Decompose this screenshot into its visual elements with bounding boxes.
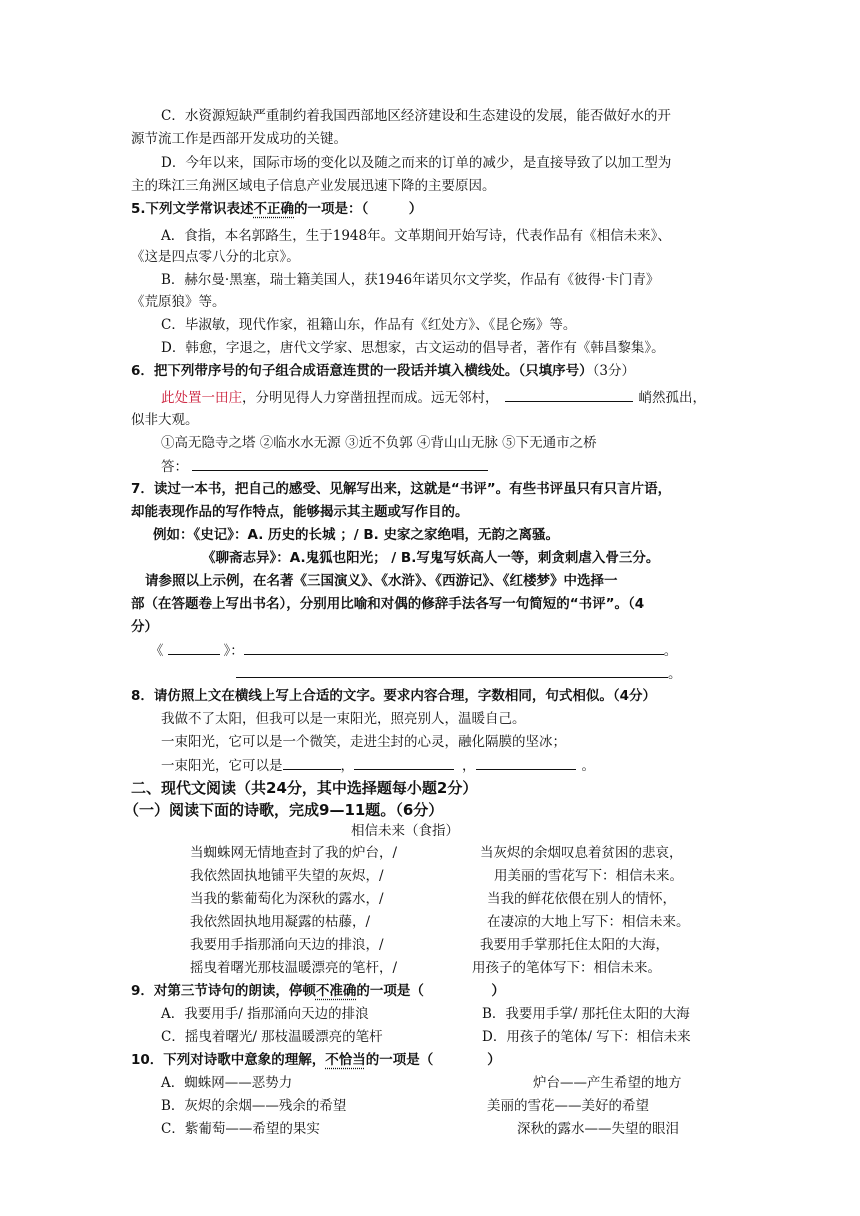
q6-answer-blank[interactable] xyxy=(192,456,488,471)
q7-stem-line2: 却能表现作品的写作特点，能够揭示其主题或写作目的。 xyxy=(131,504,469,520)
q6-paragraph-red: 此处置一田庄 xyxy=(161,390,242,406)
q7-book-open: 《 xyxy=(150,643,164,659)
section2-title: 二、现代文阅读（共24分，其中选择题每小题2分） xyxy=(131,779,478,797)
section2-subtitle: （一）阅读下面的诗歌，完成9—11题。（6分） xyxy=(124,801,444,819)
q5-option-a-line1: A．食指，本名郭路生，生于1948年。文革期间开始写诗，代表作品有《相信未来》、 xyxy=(161,228,671,244)
q4-option-c-line1: C．水资源短缺严重制约着我国西部地区经济建设和生态建设的发展，能否做好水的开 xyxy=(161,108,671,124)
poem-title: 相信未来（食指） xyxy=(351,823,459,839)
q10-option-c-left: C．紫葡萄——希望的果实 xyxy=(161,1121,320,1137)
q6-answer-line xyxy=(161,456,488,477)
q6-score: （3分） xyxy=(592,363,635,379)
q6-answer-label: 答： xyxy=(161,459,188,475)
q9-option-b: B．我要用手掌/ 那托住太阳的大海 xyxy=(482,1006,690,1022)
q9-option-d: D．用孩子的笔体/ 写下：相信未来 xyxy=(482,1029,691,1045)
q10-option-a-left: A．蜘蛛网——恶势力 xyxy=(161,1075,293,1091)
poem-right-5: 我要用手掌那托住太阳的大海， xyxy=(480,937,669,953)
q7-review-blank-1[interactable] xyxy=(244,640,664,655)
q4-option-d-line1: D．今年以来，国际市场的变化以及随之而来的订单的减少，是直接导致了以加工型为 xyxy=(161,155,672,171)
q7-example-2: 《聊斋志异》：A.鬼狐也阳光； / B.写鬼写妖高人一等，刺贪刺虐入骨三分。 xyxy=(202,550,660,566)
poem-right-4: 在凄凉的大地上写下：相信未来。 xyxy=(487,914,690,930)
q10-stem-pre: 10．下列对诗歌中意象的理解， xyxy=(131,1052,326,1068)
q5-stem-emphasis: 不正确 xyxy=(253,201,295,217)
q6-options: ①高无隐寺之塔 ②临水水无源 ③近不负郭 ④背山山无脉 ⑤下无通市之桥 xyxy=(161,435,597,451)
q9-option-a: A．我要用手/ 指那涌向天边的排浪 xyxy=(161,1006,369,1022)
q6-stem xyxy=(131,361,635,381)
q8-line2: 一束阳光，它可以是一个微笑，走进尘封的心灵，融化隔膜的坚冰； xyxy=(161,734,566,750)
q9-stem xyxy=(131,981,505,1001)
poem-left-4: 我依然固执地用凝露的枯藤，/ xyxy=(190,914,371,930)
q8-line3-text: 一束阳光，它可以是 xyxy=(161,758,283,774)
q7-period-1: 。 xyxy=(663,643,678,659)
poem-left-1: 当蜘蛛网无情地查封了我的炉台，/ xyxy=(190,845,398,861)
q7-task-line1: 请参照以上示例，在名著《三国演义》、《水浒》、《西游记》、《红楼梦》中选择一 xyxy=(145,573,618,589)
poem-left-6: 摇曳着曙光那枝温暖漂亮的笔杆，/ xyxy=(190,960,398,976)
q5-stem-pre: 5.下列文学常识表述 xyxy=(131,201,254,217)
q6-paragraph-text: ，分明见得人力穿凿扭捏而成。远无邻村， xyxy=(242,390,499,406)
poem-right-2: 用美丽的雪花写下：相信未来。 xyxy=(494,868,683,884)
q10-option-b-left: B．灰烬的余烟——残余的希望 xyxy=(161,1098,347,1114)
q9-stem-pre: 9．对第三节诗句的朗读，停顿 xyxy=(131,983,316,999)
q8-line1: 我做不了太阳，但我可以是一束阳光，照亮别人，温暖自己。 xyxy=(161,711,526,727)
q7-answer-line2 xyxy=(236,663,682,684)
q9-stem-post: 的一项是（ ） xyxy=(356,983,505,999)
q5-stem-post: 的一项是：（ ） xyxy=(294,201,423,217)
q7-task-line3: 分） xyxy=(131,619,158,635)
poem-right-3: 当我的鲜花依偎在别人的情怀， xyxy=(487,891,676,907)
q7-book-close: 》： xyxy=(223,643,244,659)
poem-left-2: 我依然固执地铺平失望的灰烬，/ xyxy=(190,868,384,884)
q4-option-c-line2: 源节流工作是西部开发成功的关键。 xyxy=(131,131,347,147)
q5-option-d: D．韩愈，字退之，唐代文学家、思想家，古文运动的倡导者，著作有《韩昌黎集》。 xyxy=(161,340,665,356)
q5-option-b-line1: B．赫尔曼·黑塞，瑞士籍美国人，获1946年诺贝尔文学奖，作品有《彼得·卡门青》 xyxy=(161,272,660,288)
q5-option-b-line2: 《荒原狼》等。 xyxy=(131,294,226,310)
q7-review-blank-2[interactable] xyxy=(236,663,668,678)
q5-option-c: C．毕淑敏，现代作家，祖籍山东，作品有《红处方》、《昆仑殇》等。 xyxy=(161,317,577,333)
q10-option-a-right: 炉台——产生希望的地方 xyxy=(533,1075,682,1091)
poem-left-5: 我要用手指那涌向天边的排浪，/ xyxy=(190,937,384,953)
q6-blank[interactable] xyxy=(505,387,633,402)
q6-paragraph-line2: 似非大观。 xyxy=(131,412,199,428)
q5-stem xyxy=(131,199,422,219)
q10-stem-post: 的一项是（ ） xyxy=(365,1052,501,1068)
q5-option-a-line2: 《这是四点零八分的北京》。 xyxy=(131,249,300,265)
q7-answer-line1 xyxy=(150,640,677,661)
q10-stem-emphasis: 不恰当 xyxy=(325,1052,366,1068)
q6-stem-text: 6．把下列带序号的句子组合成语意连贯的一段话并填入横线处。（只填序号） xyxy=(131,363,593,379)
q8-comma-2: ， xyxy=(462,758,476,774)
q7-book-blank[interactable] xyxy=(168,640,220,655)
q10-option-c-right: 深秋的露水——失望的眼泪 xyxy=(517,1121,679,1137)
q8-blank-3[interactable] xyxy=(476,755,576,770)
q6-paragraph-line1 xyxy=(161,387,706,408)
q8-blank-2[interactable] xyxy=(354,755,454,770)
q6-paragraph-text2: 峭然孤出， xyxy=(638,390,706,406)
q10-stem xyxy=(131,1050,501,1070)
q7-period-2: 。 xyxy=(668,666,682,682)
q7-stem-line1: 7．读过一本书，把自己的感受、见解写出来，这就是“书评”。有些书评虽只有只言片语， xyxy=(131,481,672,497)
q8-stem: 8．请仿照上文在横线上写上合适的文字。要求内容合理，字数相同，句式相似。（4分） xyxy=(131,688,657,704)
q9-option-c: C．摇曳着曙光/ 那枝温暖漂亮的笔杆 xyxy=(161,1029,383,1045)
q10-option-b-right: 美丽的雪花——美好的希望 xyxy=(487,1098,649,1114)
q8-period: 。 xyxy=(581,758,595,774)
poem-right-1: 当灰烬的余烟叹息着贫困的悲哀， xyxy=(480,845,683,861)
poem-right-6: 用孩子的笔体写下：相信未来。 xyxy=(472,960,661,976)
q8-line3 xyxy=(161,755,595,776)
q4-option-d-line2: 主的珠江三角洲区域电子信息产业发展迅速下降的主要原因。 xyxy=(131,178,496,194)
q7-example-1: 例如：《史记》：A. 历史的长城 ；/ B. 史家之家绝唱，无韵之离骚。 xyxy=(153,527,559,543)
q7-task-line2: 部（在答题卷上写出书名），分别用比喻和对偶的修辞手法各写一句简短的“书评”。（4 xyxy=(131,596,645,612)
q9-stem-emphasis: 不准确 xyxy=(315,983,357,999)
q8-blank-1[interactable] xyxy=(283,755,341,770)
q8-comma-1: ， xyxy=(340,758,354,774)
poem-left-3: 当我的紫葡萄化为深秋的露水，/ xyxy=(190,891,384,907)
